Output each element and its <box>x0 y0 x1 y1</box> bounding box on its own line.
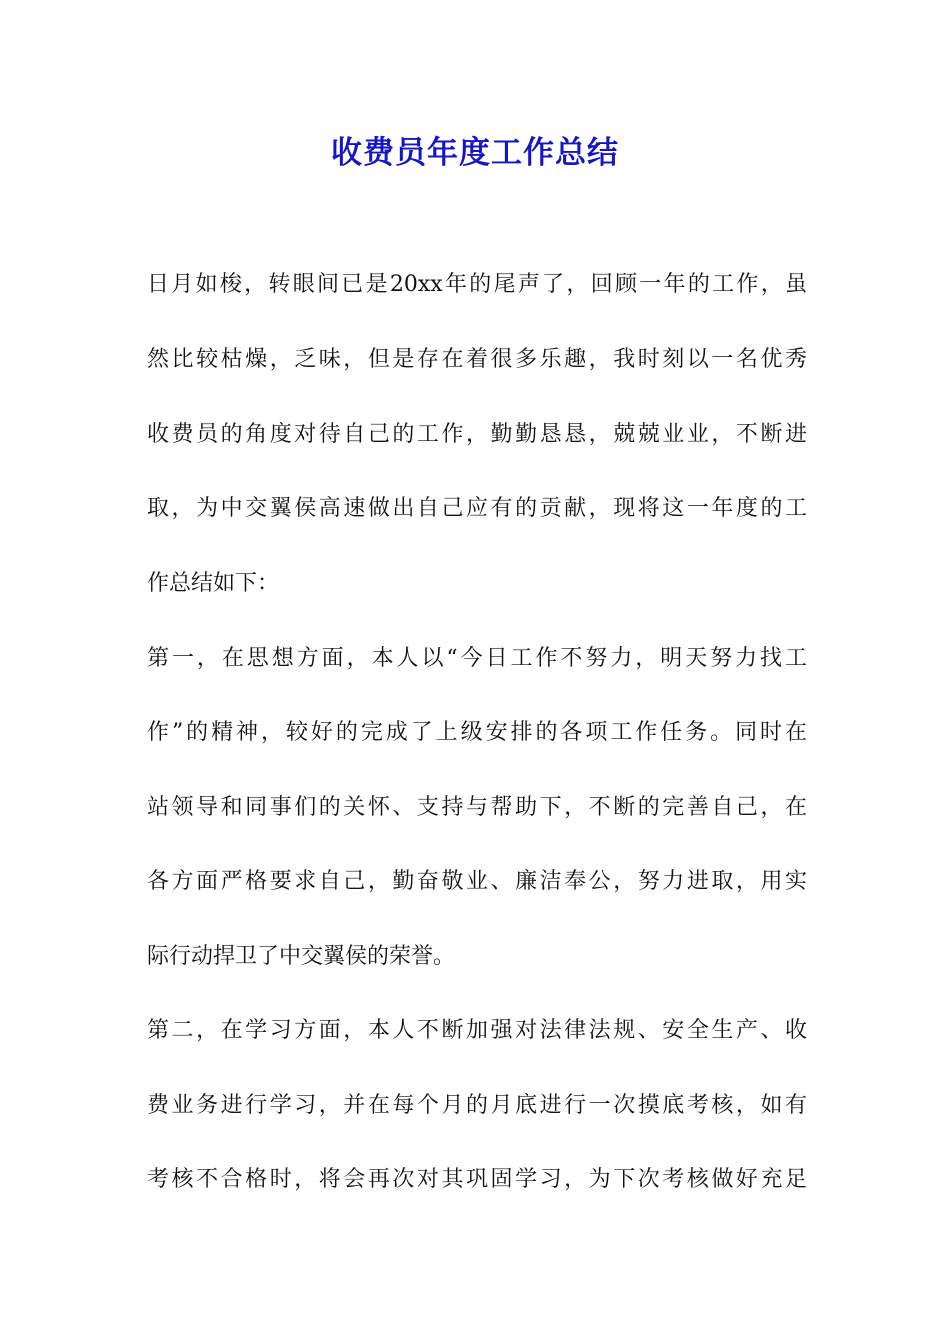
paragraph-3-line-3: 考核不合格时，将会再次对其巩固学习，为下次考核做好充足 <box>147 1167 807 1192</box>
paragraph-2-line-2: 作”的精神，较好的完成了上级安排的各项工作任务。同时在 <box>147 720 807 745</box>
document-title: 收费员年度工作总结 <box>331 135 619 171</box>
paragraph-3-line-1: 第二，在学习方面，本人不断加强对法律法规、安全生产、收 <box>147 1018 807 1043</box>
paragraph-3-line-2: 费业务进行学习，并在每个月的月底进行一次摸底考核，如有 <box>147 1093 807 1118</box>
paragraph-2-line-3: 站领导和同事们的关怀、支持与帮助下，不断的完善自己，在 <box>147 795 807 820</box>
paragraph-1-line-2: 然比较枯燥，乏味，但是存在着很多乐趣，我时刻以一名优秀 <box>147 347 807 372</box>
paragraph-1-line-5: 作总结如下： <box>147 571 280 596</box>
paragraph-1-line-1: 日月如梭，转眼间已是20xx年的尾声了，回顾一年的工作，虽 <box>147 272 807 297</box>
paragraph-1-line-3: 收费员的角度对待自己的工作，勤勤恳恳，兢兢业业，不断进 <box>147 422 807 447</box>
paragraph-2-line-5: 际行动捍卫了中交翼侯的荣誉。 <box>147 944 456 969</box>
paragraph-2-line-4: 各方面严格要求自己，勤奋敬业、廉洁奉公，努力进取，用实 <box>147 869 807 894</box>
paragraph-2-line-1: 第一，在思想方面，本人以“今日工作不努力，明天努力找工 <box>147 646 807 671</box>
paragraph-1-line-4: 取，为中交翼侯高速做出自己应有的贡献，现将这一年度的工 <box>147 496 807 521</box>
